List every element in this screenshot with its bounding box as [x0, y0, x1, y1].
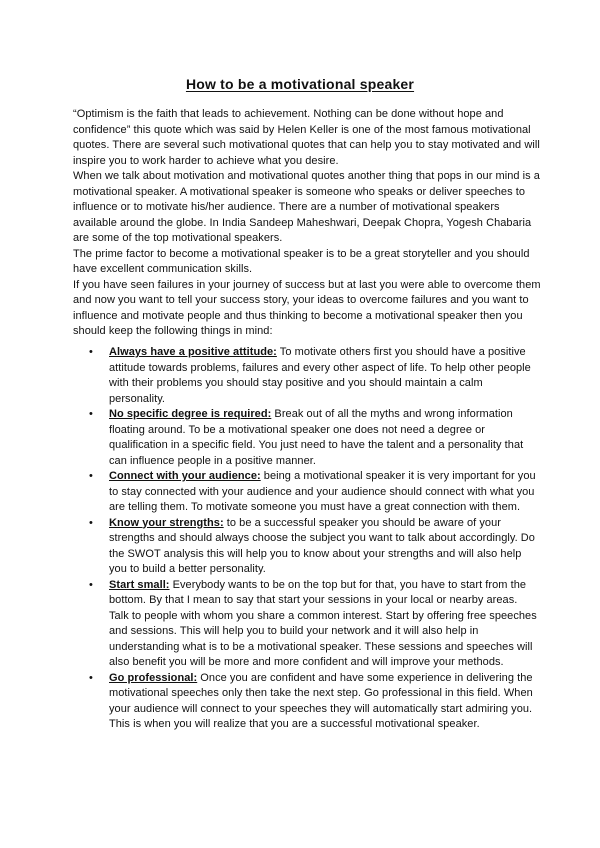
- intro-paragraph-motivational-speaker: When we talk about motivation and motivational quotes another thing that pops in our mind is a motivational speaker. A motivational speaker is someone who speaks or deliver speeches to influence or to motivate his/her audience. There are a number of motivational speakers available around the globe. In India Sandeep Maheshwari, Deepak Chopra, Yogesh Chabaria are some of the top motivational speakers.: [73, 170, 540, 244]
- bullet-icon: •: [89, 470, 93, 482]
- list-item-heading: Always have a positive attitude:: [109, 346, 277, 358]
- list-item-text: To motivate others first you should have a positive attitude towards problems, failures and every other aspect of life. To help other people with their problems you should stay positive and you should maintain a calm personality.: [109, 346, 531, 405]
- list-item-positive-attitude: [89, 345, 539, 407]
- bullet-icon: •: [89, 516, 93, 529]
- list-item-text: Once you are confident and have some experience in delivering the motivational speeches only then take the next step. Go professional in this field. When your audience will connect to your speeches they will automatically start admiring you. This is when you will realize that you are a successful motivational speaker.: [109, 671, 533, 730]
- bullet-icon: •: [89, 578, 93, 591]
- list-item-go-professional: [89, 671, 539, 733]
- list-item-text: to be a successful speaker you should be aware of your strengths and should always choose the subject you want to talk about accordingly. Do the SWOT analysis this will help you to know about your strengths and will also help you to build a better personality.: [109, 516, 535, 575]
- intro-paragraph-failures: If you have seen failures in your journey of success but at last you were able to overcome them and now you want to tell your success story, your ideas to overcome failures and you want to influence and motivate people and thus thinking to become a motivational speaker then you should keep the following things in mind:: [73, 278, 541, 337]
- list-item-text: Break out of all the myths and wrong information floating around. To be a motivational speaker one does not need a degree or qualification in a specific field. You just need to have the talent and a personality that can influence people in a positive manner.: [109, 408, 524, 467]
- list-item-no-specific-degree: [89, 407, 539, 469]
- intro-paragraph-quote: “Optimism is the faith that leads to achievement. Nothing can be done without hope and confidence” this quote which was said by Helen Keller is one of the most famous motivational quotes. There are several such motivational quotes that can help you to stay motivated and will inspire you to work harder to achieve what you desire.: [73, 108, 540, 167]
- bullet-icon: •: [89, 671, 93, 684]
- bullet-icon: •: [89, 346, 93, 358]
- list-item-text: Everybody wants to be on the top but for that, you have to start from the bottom. By that I mean to say that start your sessions in your local or nearby areas. Talk to people with whom you share a common interest. Start by offering free speeches and sessions. This will help you to build your network and it will also help in understanding what is to be a motivational speaker. These sessions and speeches will also benefit you will be more and more confident and will improve your methods.: [109, 578, 537, 668]
- list-item-heading: Connect with your audience:: [109, 470, 261, 482]
- list-item-connect-audience: [89, 469, 539, 516]
- list-item-heading: Go professional:: [109, 671, 198, 684]
- list-item-text: being a motivational speaker it is very important for you to stay connected with your audience and your audience should connect with what you are telling them. To motivate someone you must have a great connection with them.: [109, 470, 536, 513]
- list-item-know-strengths: [89, 516, 539, 578]
- intro-paragraph-prime-factor: The prime factor to become a motivational speaker is to be a great storyteller and you should have excellent communication skills.: [73, 247, 530, 275]
- list-item-start-small: [89, 578, 539, 671]
- intro-body: [73, 107, 543, 340]
- list-item-heading: Start small:: [109, 578, 170, 591]
- list-item-heading: No specific degree is required:: [109, 408, 272, 420]
- bullet-icon: •: [89, 408, 93, 420]
- tips-list: [89, 345, 539, 733]
- list-item-heading: Know your strengths:: [109, 516, 224, 529]
- page-title: How to be a motivational speaker: [185, 76, 415, 92]
